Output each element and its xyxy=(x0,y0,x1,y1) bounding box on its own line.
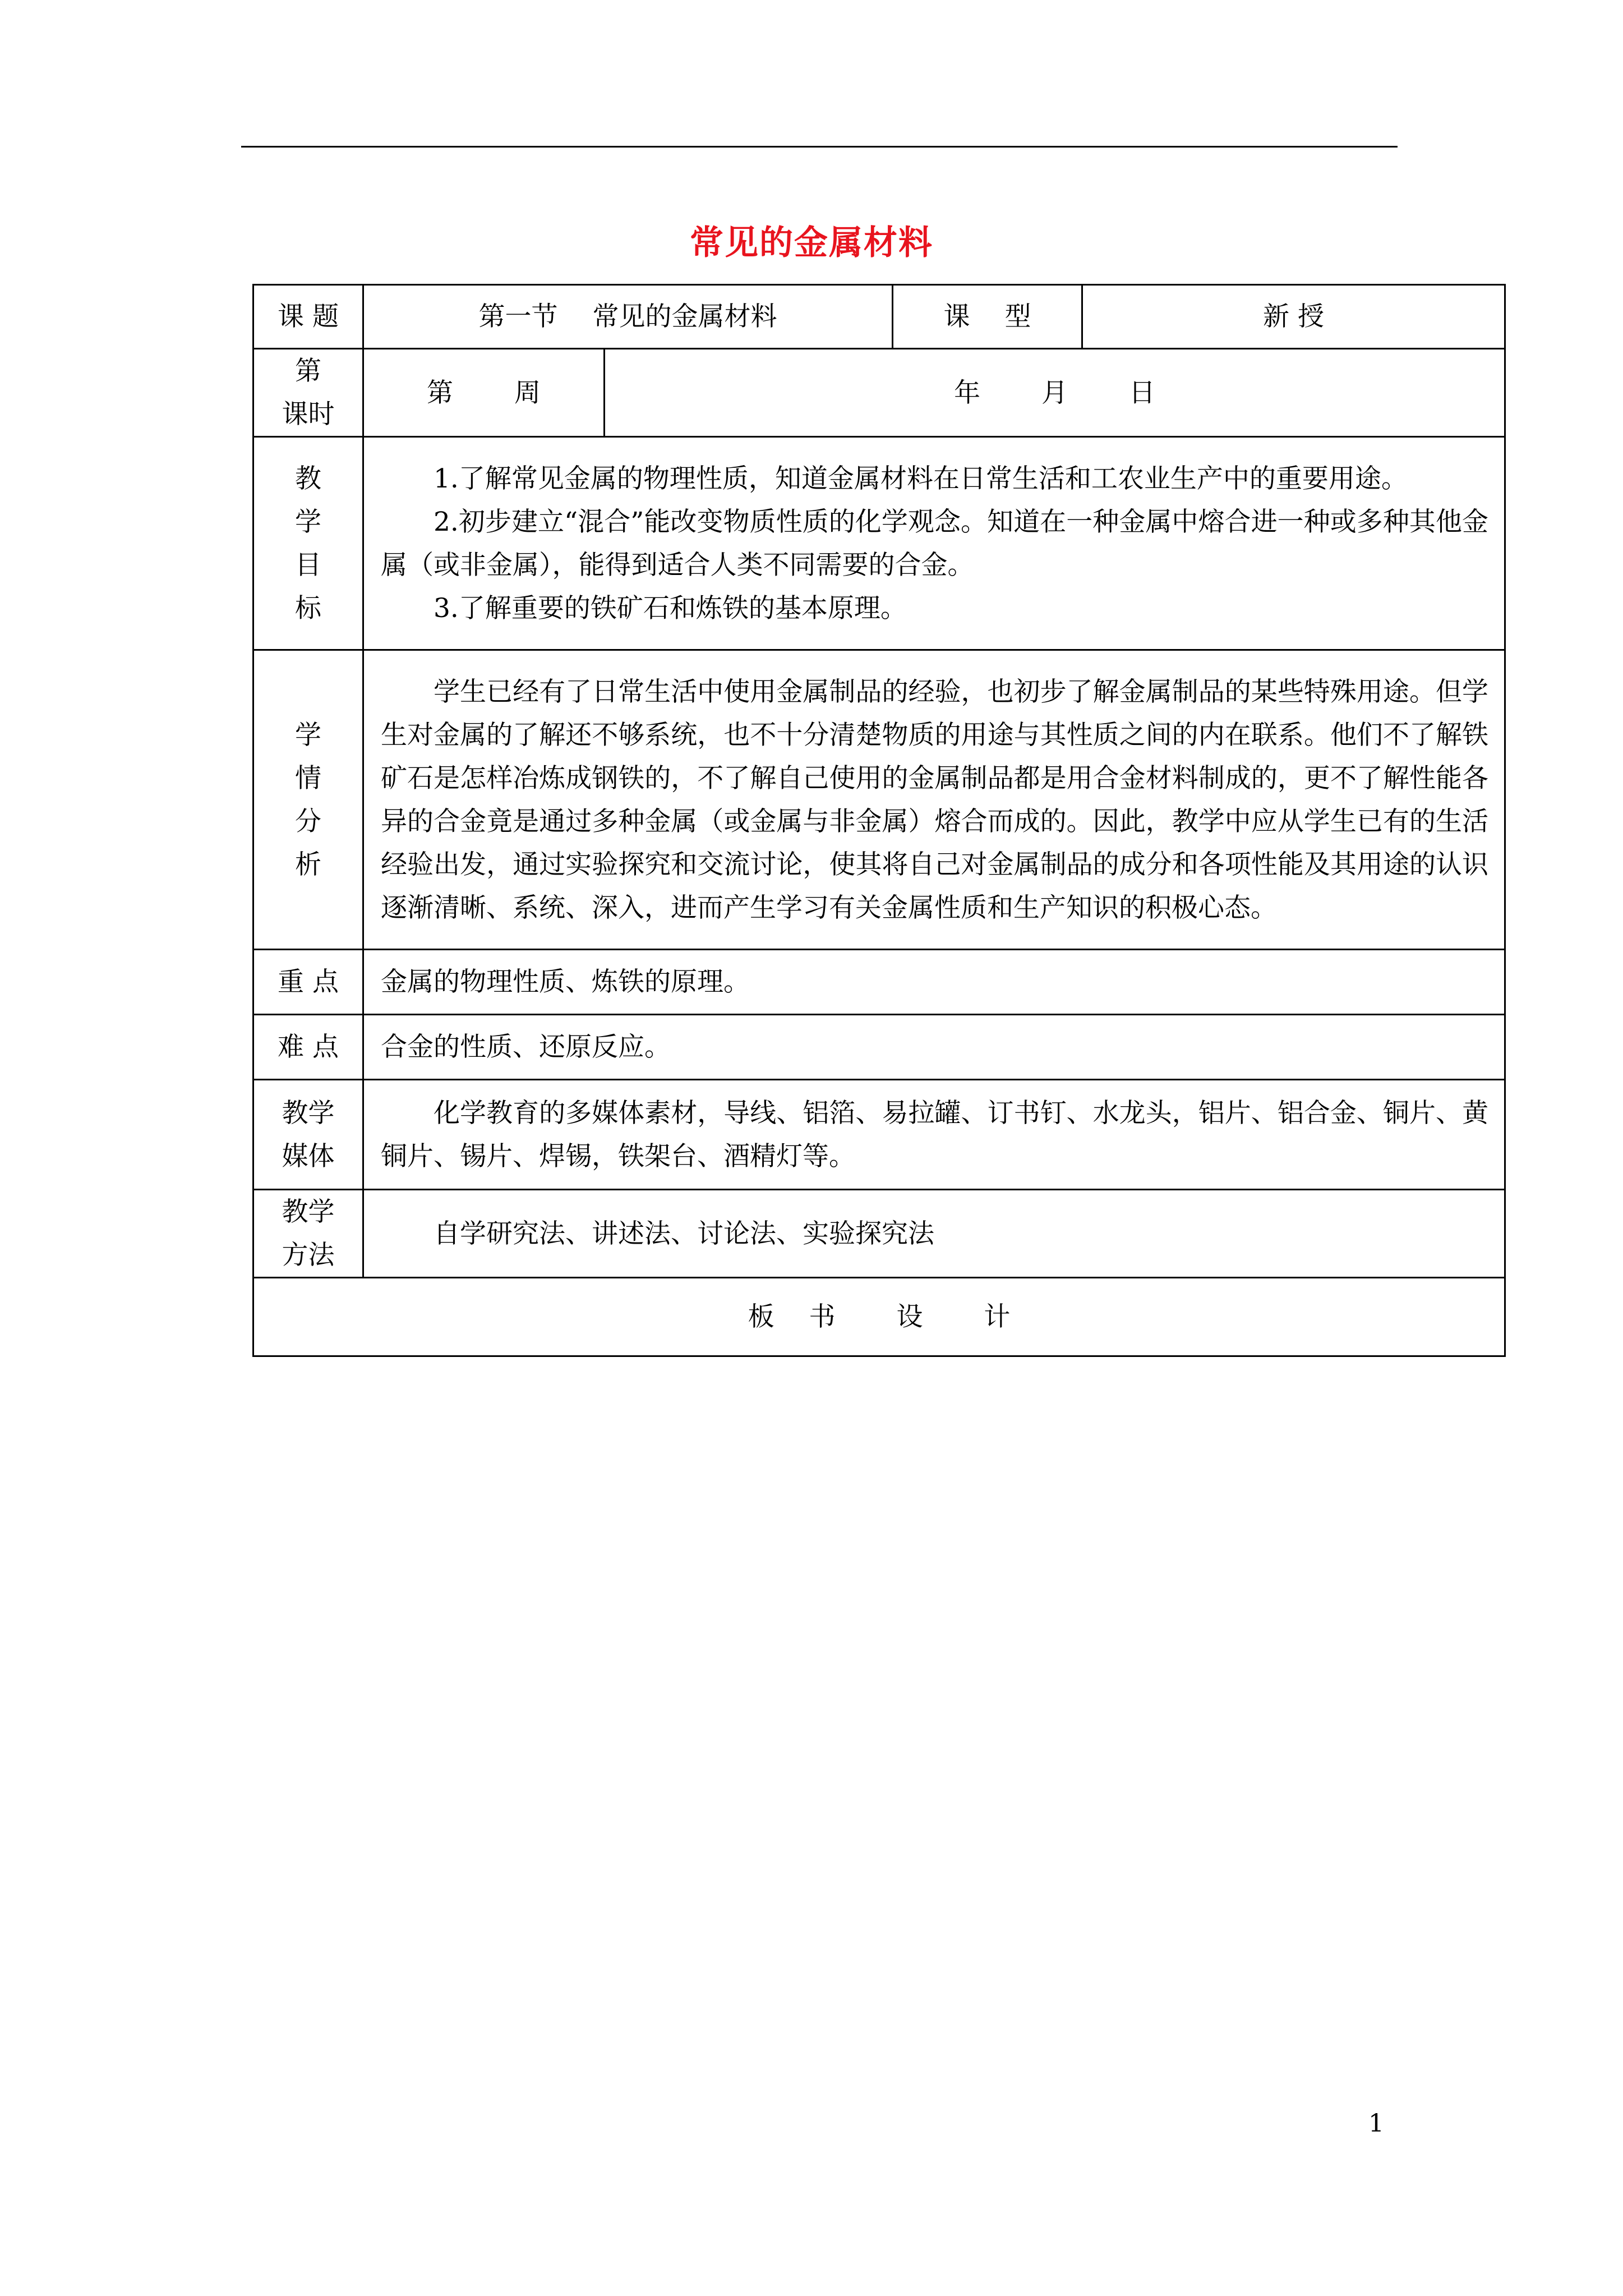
analysis-label-char: 析 xyxy=(295,849,321,880)
difficulty-text: 合金的性质、还原反应。 xyxy=(381,1032,671,1062)
board-design-row xyxy=(253,1278,1505,1356)
analysis-content xyxy=(363,650,1505,950)
objectives-label xyxy=(253,437,363,650)
analysis-text: 学生已经有了日常生活中使用金属制品的经验，也初步了解金属制品的某些特殊用途。但学生对金属的了解还不够系统，也不十分清楚物质的用途与其性质之间的内在联系。他们不了解铁矿石是怎样冶炼成钢铁的，不了解自己使用的金属制品都是用合金材料制成的，更不了解性能各异的合金竟是通过多种金属（或金属与非金属）熔合而成的。因此，教学中应从学生已有的生活经验出发，通过实验探究和交流讨论，使其将自己对金属制品的成分和各项性能及其用途的认识逐渐清晰、系统、深入，进而产生学习有关金属性质和生产知识的积极心态。 xyxy=(381,676,1489,923)
difficulty-row xyxy=(253,1015,1505,1080)
type-label: 课 型 xyxy=(893,285,1082,349)
method-label-line-2: 方法 xyxy=(282,1240,335,1271)
objectives-label-char: 学 xyxy=(295,506,321,537)
period-row xyxy=(253,349,1505,437)
method-content xyxy=(363,1190,1505,1278)
period-label xyxy=(253,349,363,437)
media-label-line-2: 媒体 xyxy=(282,1140,335,1172)
objectives-row xyxy=(253,437,1505,650)
method-text: 自学研究法、讲述法、讨论法、实验探究法 xyxy=(434,1218,934,1249)
objectives-label-char: 目 xyxy=(295,549,321,581)
lesson-plan-table xyxy=(252,284,1506,1357)
document-title: 常见的金属材料 xyxy=(690,223,933,263)
key-point-content xyxy=(363,950,1505,1015)
analysis-label-char: 分 xyxy=(295,806,321,837)
method-row xyxy=(253,1190,1505,1278)
objective-item: 3.了解重要的铁矿石和炼铁的基本原理。 xyxy=(434,592,907,624)
objectives-label-char: 标 xyxy=(295,592,321,624)
analysis-label xyxy=(253,650,363,950)
board-design-label: 板 书 设 计 xyxy=(253,1278,1505,1356)
topic-row xyxy=(253,285,1505,349)
analysis-label-char: 情 xyxy=(295,762,321,794)
media-label-line-1: 教学 xyxy=(282,1097,335,1129)
objectives-content xyxy=(363,437,1505,650)
topic-value: 第一节 常见的金属材料 xyxy=(363,285,893,349)
method-label-line-1: 教学 xyxy=(282,1197,335,1227)
analysis-label-char: 学 xyxy=(295,719,321,751)
objectives-label-char: 教 xyxy=(295,463,321,494)
difficulty-label: 难 点 xyxy=(253,1015,363,1080)
week-value: 第 周 xyxy=(363,349,605,437)
header-rule xyxy=(241,146,1398,148)
key-point-row xyxy=(253,950,1505,1015)
page-number: 1 xyxy=(1368,2109,1384,2138)
period-label-line-1: 第 xyxy=(295,356,321,386)
date-value: 年 月 日 xyxy=(605,349,1505,437)
analysis-row xyxy=(253,650,1505,950)
media-text: 化学教育的多媒体素材，导线、铝箔、易拉罐、订书钉、水龙头，铝片、铝合金、铜片、黄铜片、锡片、焊锡，铁架台、酒精灯等。 xyxy=(381,1097,1489,1172)
difficulty-content xyxy=(363,1015,1505,1080)
media-label xyxy=(253,1080,363,1190)
media-row xyxy=(253,1080,1505,1190)
media-content xyxy=(363,1080,1505,1190)
period-label-line-2: 课时 xyxy=(282,399,335,430)
key-point-text: 金属的物理性质、炼铁的原理。 xyxy=(381,967,750,997)
objective-item: 1.了解常见金属的物理性质，知道金属材料在日常生活和工农业生产中的重要用途。 xyxy=(434,463,1408,494)
method-label xyxy=(253,1190,363,1278)
objective-item: 2.初步建立“混合”能改变物质性质的化学观念。知道在一种金属中熔合进一种或多种其他金属（或非金属），能得到适合人类不同需要的合金。 xyxy=(381,506,1489,581)
topic-label: 课 题 xyxy=(253,285,363,349)
key-point-label: 重 点 xyxy=(253,950,363,1015)
type-value: 新 授 xyxy=(1082,285,1505,349)
